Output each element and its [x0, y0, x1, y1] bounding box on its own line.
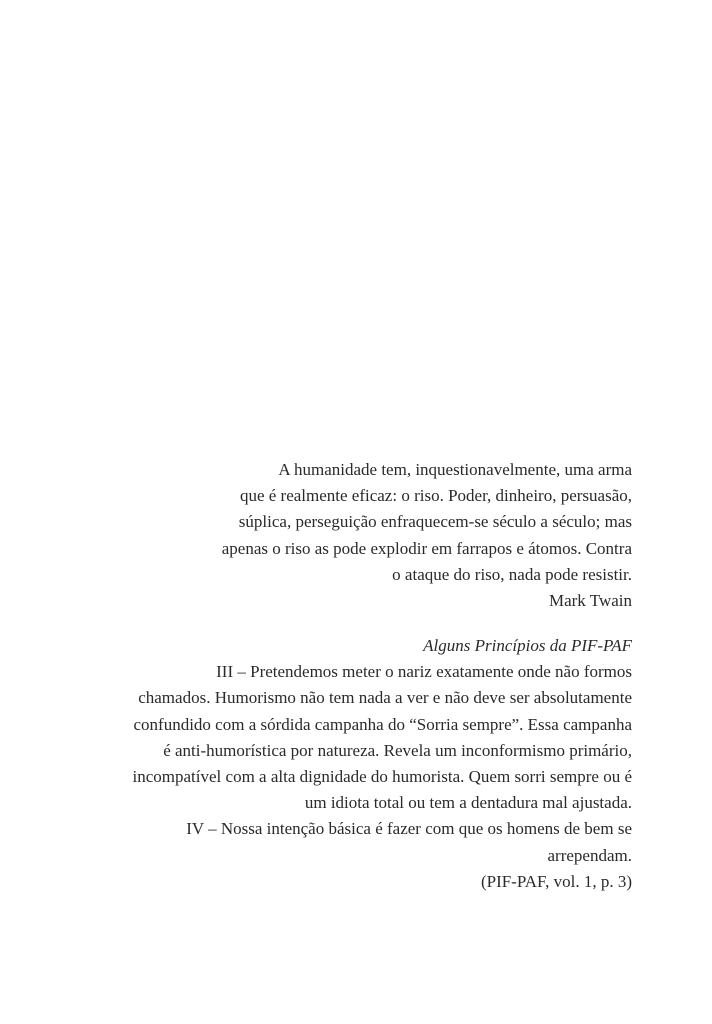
epigraph-quote [72, 457, 632, 614]
principles-quote [72, 633, 632, 895]
principles-line: incompatível com a alta dignidade do humorista. Quem sorri sempre ou é [132, 767, 632, 787]
principles-line: arrependam. [547, 845, 632, 865]
principles-line: confundido com a sórdida campanha do “Sorria sempre”. Essa campanha [133, 714, 632, 734]
principles-line: IV – Nossa intenção básica é fazer com que os homens de bem se [186, 819, 632, 839]
epigraph-line: o ataque do riso, nada pode resistir. [392, 564, 632, 584]
epigraph-line: súplica, perseguição enfraquecem-se século a século; mas [238, 512, 632, 532]
principles-line: é anti-humorística por natureza. Revela um inconformismo primário, [163, 740, 632, 760]
epigraph-line: A humanidade tem, inquestionavelmente, uma arma [278, 460, 632, 479]
principles-line: chamados. Humorismo não tem nada a ver e não deve ser absolutamente [138, 688, 632, 708]
principles-line: um idiota total ou tem a dentadura mal ajustada. [304, 793, 632, 813]
epigraph-line: que é realmente eficaz: o riso. Poder, dinheiro, persuasão, [239, 486, 632, 506]
principles-line: III – Pretendemos meter o nariz exatamente onde não formos [216, 662, 632, 682]
principles-source: (PIF-PAF, vol. 1, p. 3) [480, 871, 632, 891]
epigraph-author: Mark Twain [548, 591, 632, 611]
principles-title: Alguns Princípios da PIF-PAF [423, 636, 632, 655]
epigraph-line: apenas o riso as pode explodir em farrapos e átomos. Contra [221, 538, 632, 558]
